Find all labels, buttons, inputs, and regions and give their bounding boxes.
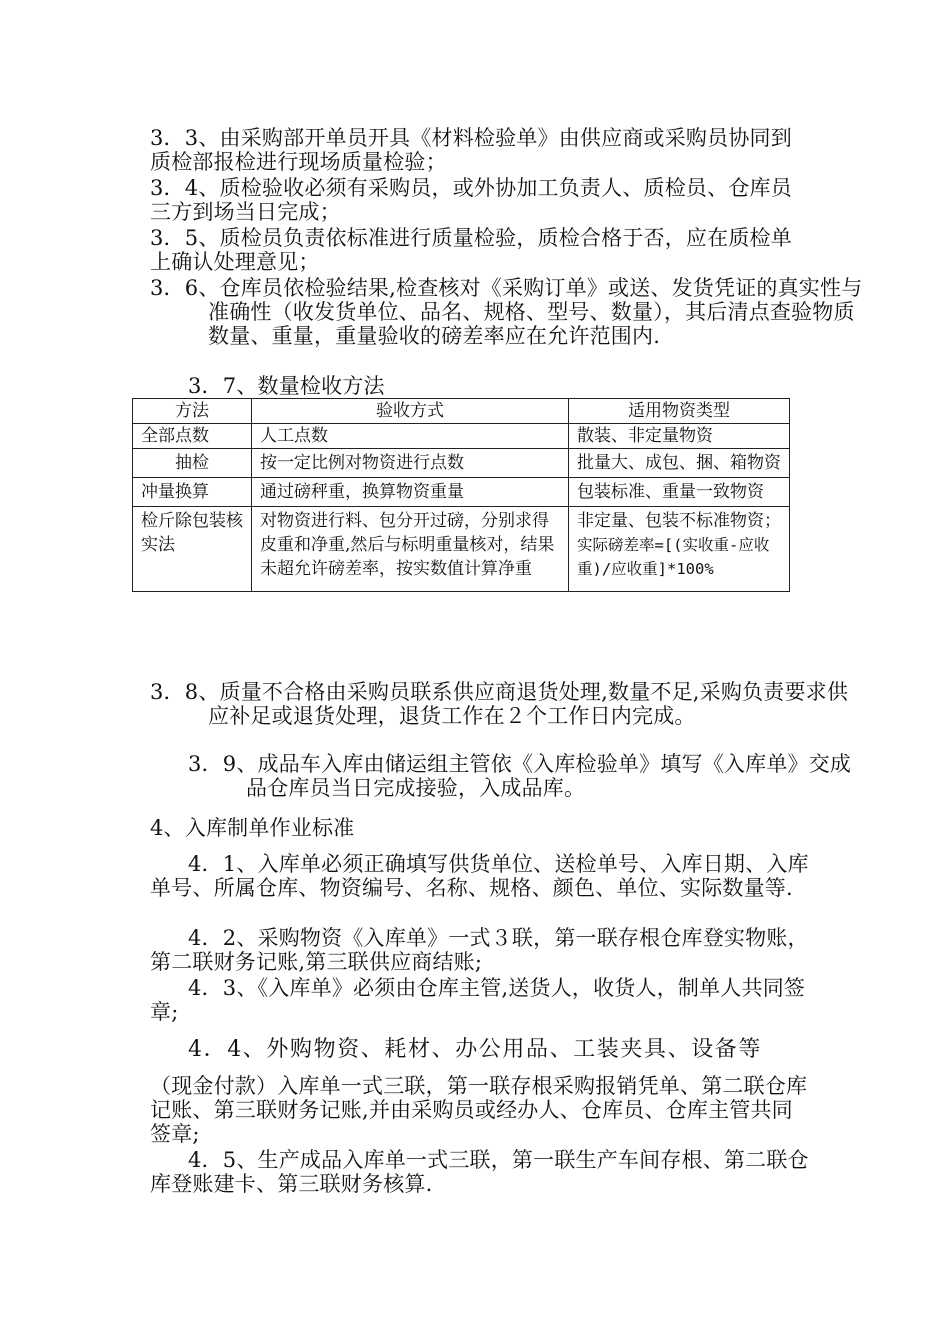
paragraph-4-2: 4．2、采购物资《入库单》一式３联，第一联存根仓库登实物账，第二联财务记账,第三联供应商结账; [150,926,809,974]
table-cell: 冲量换算 [133,478,252,507]
paragraph-4-4-body: （现金付款）入库单一式三联，第一联存根采购报销凭单、第二联仓库记账、第三联财务记账,并由采购员或经办人、仓库员、仓库主管共同签章; [150,1074,808,1146]
table-row [133,424,790,449]
paragraph-3-8: 3．8、质量不合格由采购员联系供应商退货处理,数量不足,采购负责要求供应补足或退货处理，退货工作在２个工作日内完成。 [150,680,849,728]
paragraph-3-6: 3．6、仓库员依检验结果,检查核对《采购订单》或送、发货凭证的真实性与准确性（收发货单位、品名、规格、型号、数量），其后清点查验物质数量、重量，重量验收的磅差率应在允许范围内. [150,276,863,348]
table-cell: 人工点数 [252,424,569,449]
table-row [133,507,790,592]
quantity-check-table [132,398,790,592]
table-cell: 抽检 [133,449,252,478]
table-cell: 散装、非定量物资 [569,424,790,449]
table-header-method: 方法 [133,399,252,424]
table-row [133,478,790,507]
paragraph-3-4: 3．4、质检验收必须有采购员，或外协加工负责人、质检员、仓库员三方到场当日完成； [150,176,792,224]
paragraph-3-5: 3．5、质检员负责依标准进行质量检验，质检合格于否，应在质检单上确认处理意见； [150,226,792,274]
table-header-row [133,399,790,424]
weight-diff-formula: 实际磅差率=[(实收重-应收重)/应收重]*100% [577,536,770,578]
table-cell: 批量大、成包、捆、箱物资 [569,449,790,478]
paragraph-4-5: 4．5、生产成品入库单一式三联，第一联生产车间存根、第二联仓库登账建卡、第三联财务核算. [150,1148,809,1196]
table-header-inspection: 验收方式 [252,399,569,424]
section-4-heading: 4、入库制单作业标准 [150,816,355,840]
table-cell: 检斤除包装核实法 [133,507,252,592]
table-cell-material-type [569,507,790,592]
table-cell: 对物资进行料、包分开过磅，分别求得皮重和净重,然后与标明重量核对，结果未超允许磅差率，按实数值计算净重 [252,507,569,592]
table-cell: 按一定比例对物资进行点数 [252,449,569,478]
paragraph-3-9: 3．9、成品车入库由储运组主管依《入库检验单》填写《入库单》交成品仓库员当日完成接验，入成品库。 [188,752,852,800]
table-cell: 全部点数 [133,424,252,449]
table-header-material-type: 适用物资类型 [569,399,790,424]
material-type-text: 非定量、包装不标准物资； [577,511,781,531]
table-cell: 通过磅秤重，换算物资重量 [252,478,569,507]
paragraph-3-7: 3．7、数量检收方法 [188,374,385,398]
paragraph-4-4-line1: 4．4、外购物资、耗材、办公用品、工装夹具、设备等 [188,1037,762,1062]
paragraph-3-3: 3．3、由采购部开单员开具《材料检验单》由供应商或采购员协同到质检部报检进行现场质量检验； [150,126,792,174]
paragraph-4-1: 4．1、入库单必须正确填写供货单位、送检单号、入库日期、入库单号、所属仓库、物资编号、名称、规格、颜色、单位、实际数量等. [150,852,809,900]
table-row [133,449,790,478]
paragraph-4-3: 4．3、《入库单》必须由仓库主管,送货人，收货人，制单人共同签章; [150,976,806,1024]
table-cell: 包装标准、重量一致物资 [569,478,790,507]
